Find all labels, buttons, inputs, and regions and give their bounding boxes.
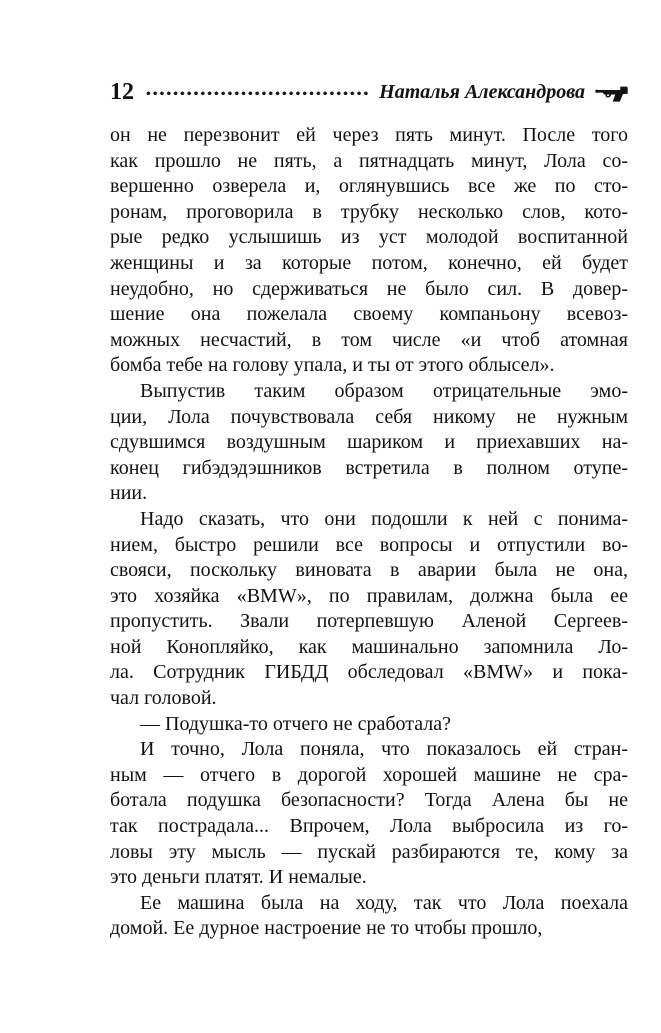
paragraph: [110, 737, 628, 891]
paragraph: [110, 891, 628, 942]
text-line: можных несчастий, в том числе «и чтоб атомная: [110, 328, 628, 351]
text-line: неудобно, но сдерживаться не было сил. В довер-: [110, 277, 628, 300]
text-line: Надо сказать, что они подошли к ней с понима-: [140, 507, 628, 530]
pistol-icon: [594, 82, 630, 104]
text-line: конец гибэдэдэшников встретила в полном отупе-: [110, 456, 628, 479]
paragraph: [110, 507, 628, 712]
text-line: вершенно озверела и, оглянувшись все же по сто-: [110, 175, 628, 198]
text-line: шение она пожелала своему компаньону всевоз-: [110, 303, 628, 326]
text-line: ции, Лола почувствовала себя никому не нужным: [110, 405, 628, 428]
text-line: как прошло не пять, а пятнадцать минут, Лола со-: [110, 149, 628, 172]
text-line: ловы эту мысль — пускай разбираются те, кому за: [110, 840, 628, 863]
paragraph: [110, 379, 628, 507]
text-line: женщины и за которые потом, конечно, ей будет: [110, 251, 628, 274]
text-line: это хозяйка «BMW», по правилам, должна была ее: [110, 584, 628, 607]
book-text: [110, 123, 628, 942]
text-line: ронам, проговорила в трубку несколько слов, кото-: [110, 200, 628, 223]
text-line: свояси, поскольку виновата в аварии была не она,: [110, 559, 628, 582]
text-line: сдувшимся воздушным шариком и приехавших на-: [110, 431, 628, 454]
text-line: ботала подушка безопасности? Тогда Алена бы не: [110, 789, 628, 812]
text-line: домой. Ее дурное настроение не то чтобы прошло,: [110, 917, 543, 940]
text-line: ной Конопляйко, как машинально запомнила Ло-: [110, 635, 628, 658]
page-header: [110, 80, 630, 106]
author-name: Наталья Александрова: [379, 81, 585, 103]
text-line: он не перезвонит ей через пять минут. После того: [110, 124, 628, 146]
text-line: Ее машина была на ходу, так что Лола поехала: [140, 891, 628, 914]
paragraph: [110, 123, 628, 379]
text-line: ным — отчего в дорогой хорошей машине не сра-: [110, 763, 628, 786]
dotted-rule: [146, 91, 369, 96]
text-line: И точно, Лола поняла, что показалось ей стран-: [140, 738, 628, 761]
text-line: — Подушка-то отчего не сработала?: [140, 712, 452, 735]
text-line: бомба тебе на голову упала, и ты от этого облысел».: [110, 354, 555, 377]
text-line: нии.: [110, 482, 148, 505]
text-line: нием, быстро решили все вопросы и отпустили во-: [110, 533, 628, 556]
paragraph: [110, 712, 628, 738]
text-line: это деньги платят. И немалые.: [110, 866, 367, 889]
page-number: 12: [110, 79, 134, 105]
text-line: так пострадала... Впрочем, Лола выбросила из го-: [110, 815, 628, 838]
text-line: чал головой.: [110, 687, 217, 710]
text-line: рые редко услышишь из уст молодой воспитанной: [110, 226, 628, 249]
text-line: ла. Сотрудник ГИБДД обследовал «BMW» и пока-: [110, 661, 628, 684]
text-line: Выпустив таким образом отрицательные эмо-: [140, 379, 628, 402]
text-line: пропустить. Звали потерпевшую Аленой Сергеев-: [110, 610, 628, 633]
